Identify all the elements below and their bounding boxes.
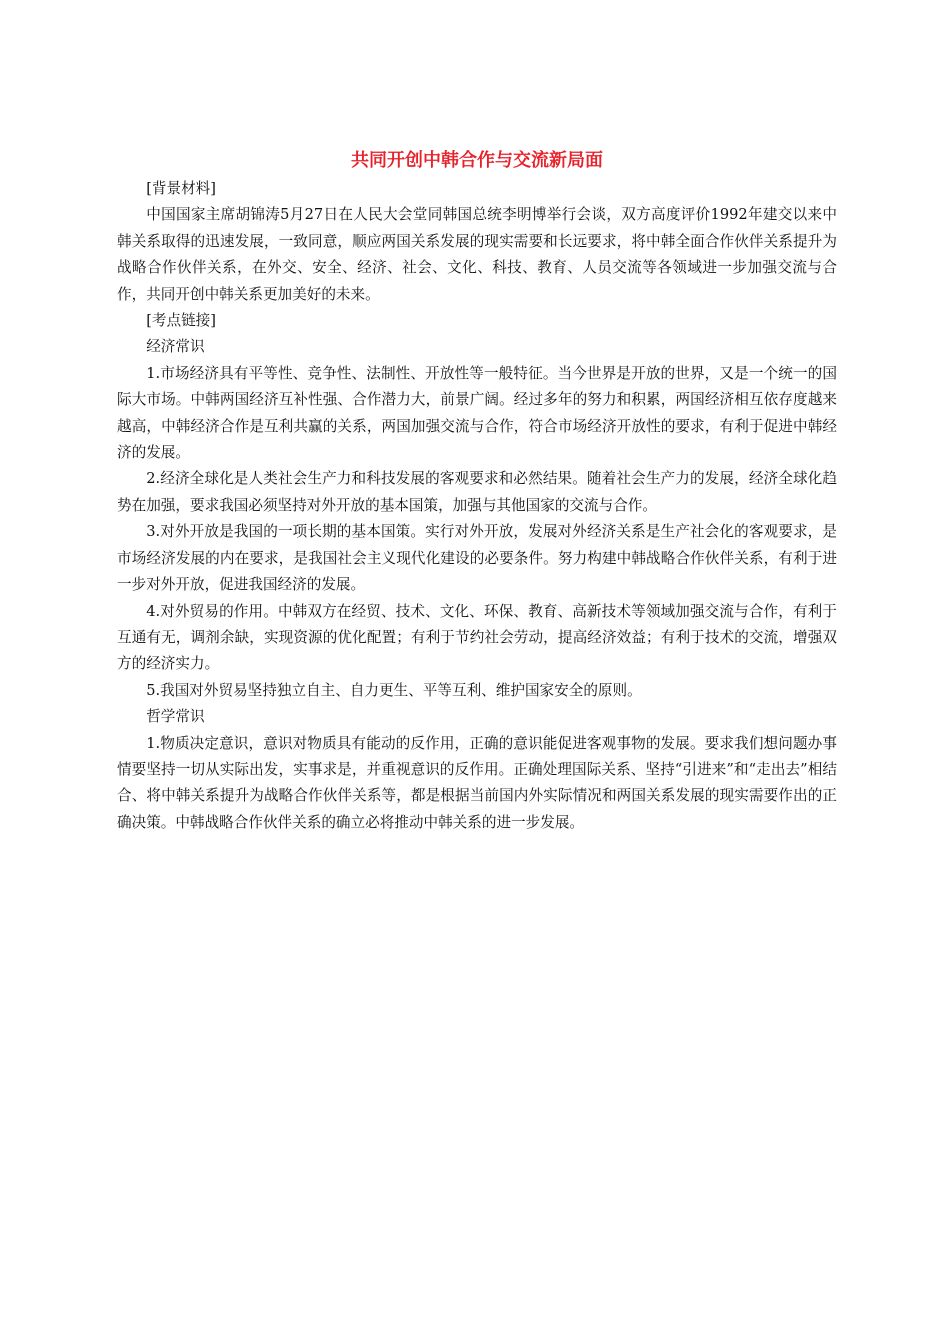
economics-point-2: 2.经济全球化是人类社会生产力和科技发展的客观要求和必然结果。随着社会生产力的发展，经济全球化趋势在加强，要求我国必须坚持对外开放的基本国策，加强与其他国家的交流与合作。 xyxy=(117,470,837,514)
economics-point-1: 1.市场经济具有平等性、竞争性、法制性、开放性等一般特征。当今世界是开放的世界，又是一个统一的国际大市场。中韩两国经济互补性强、合作潜力大，前景广阔。经过多年的努力和积累，两国经济相互依存度越来越高，中韩经济合作是互利共赢的关系，两国加强交流与合作，符合市场经济开放性的要求，有利于促进中韩经济的发展。 xyxy=(117,364,837,462)
document-page xyxy=(117,146,837,836)
links-heading: [考点链接] xyxy=(146,312,216,330)
background-heading: [背景材料] xyxy=(146,180,216,197)
economics-point-3: 3.对外开放是我国的一项长期的基本国策。实行对外开放，发展对外经济关系是生产社会化的客观要求，是市场经济发展的内在要求，是我国社会主义现代化建设的必要条件。努力构建中韩战略合作伙伴关系，有利于进一步对外开放，促进我国经济的发展。 xyxy=(117,523,837,594)
economics-heading: 经济常识 xyxy=(146,338,205,356)
philosophy-point-1: 1.物质决定意识，意识对物质具有能动的反作用，正确的意识能促进客观事物的发展。要求我们想问题办事情要坚持一切从实际出发，实事求是，并重视意识的反作用。正确处理国际关系、坚持“引进来”和“走出去”相结合、将中韩关系提升为战略合作伙伴关系等，都是根据当前国内外实际情况和两国关系发展的现实需要作出的正确决策。中韩战略合作伙伴关系的确立必将推动中韩关系的进一步发展。 xyxy=(117,734,837,831)
background-paragraph: 中国国家主席胡锦涛5月27日在人民大会堂同韩国总统李明博举行会谈，双方高度评价1992年建交以来中韩关系取得的迅速发展，一致同意，顺应两国关系发展的现实需要和长远要求，将中韩全面合作伙伴关系提升为战略合作伙伴关系，在外交、安全、经济、社会、文化、科技、教育、人员交流等各领域进一步加强交流与合作，共同开创中韩关系更加美好的未来。 xyxy=(117,206,837,303)
philosophy-heading: 哲学常识 xyxy=(146,708,205,726)
document-title: 共同开创中韩合作与交流新局面 xyxy=(351,150,603,171)
economics-point-4: 4.对外贸易的作用。中韩双方在经贸、技术、文化、环保、教育、高新技术等领域加强交流与合作，有利于互通有无，调剂余缺，实现资源的优化配置；有利于节约社会劳动，提高经济效益；有利于技术的交流，增强双方的经济实力。 xyxy=(117,602,837,673)
economics-point-5: 5.我国对外贸易坚持独立自主、自力更生、平等互利、维护国家安全的原则。 xyxy=(146,681,642,699)
